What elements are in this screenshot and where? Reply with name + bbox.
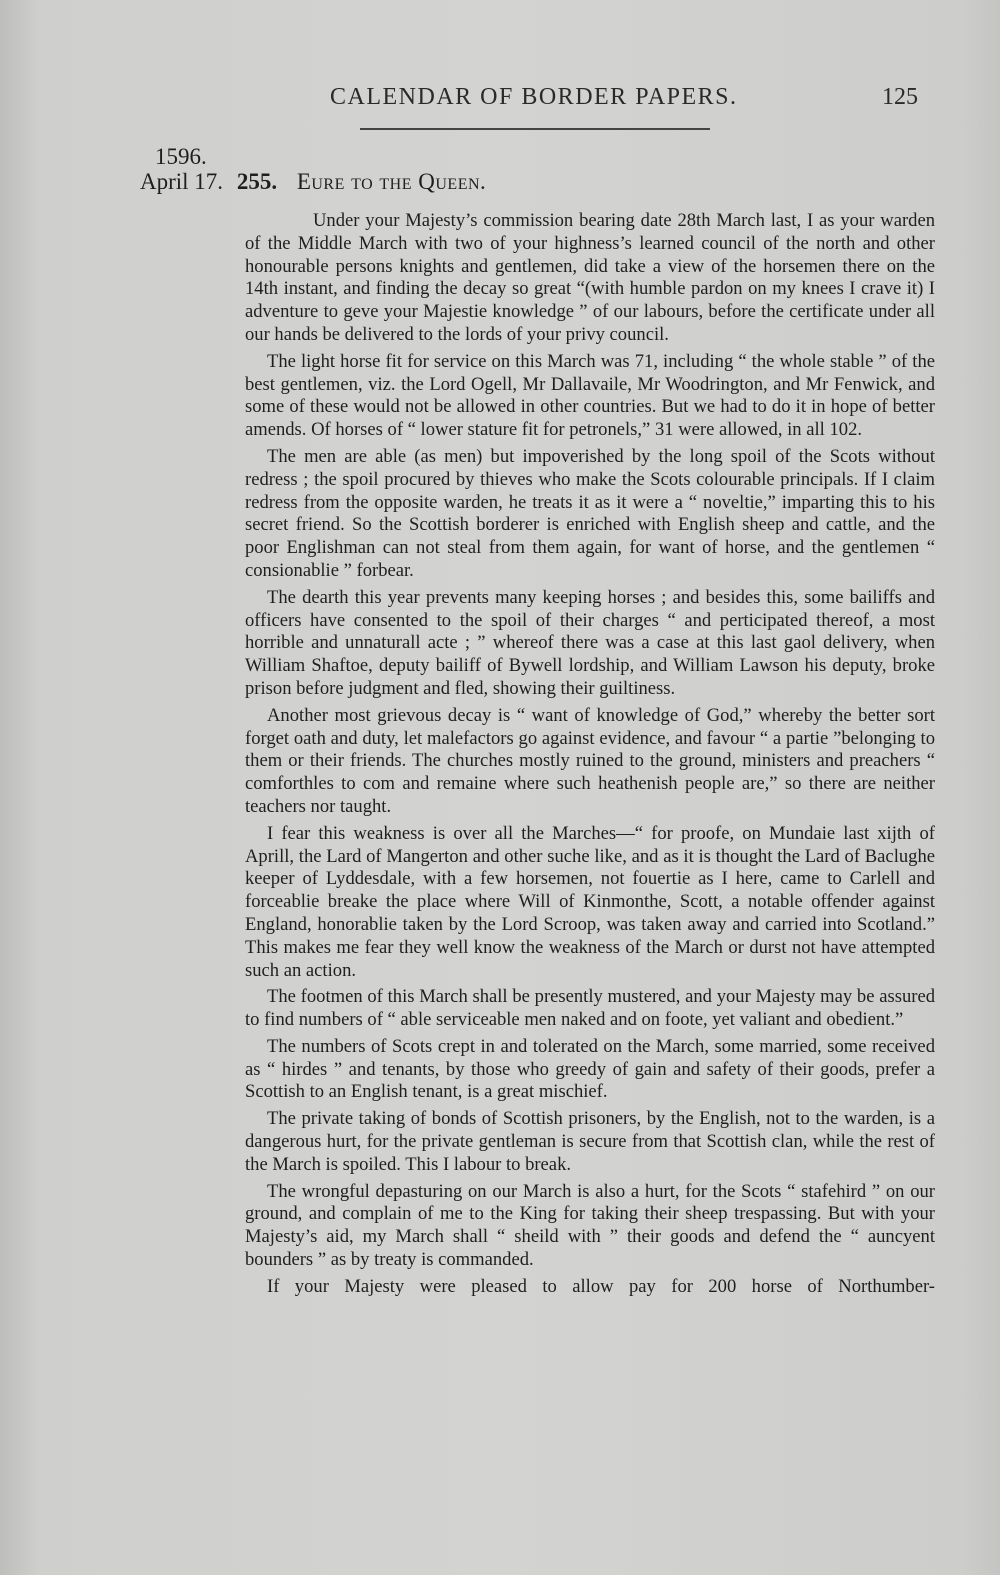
paragraph: The light horse fit for service on this March was 71, including “ the whole stable ” of the best gentlemen, viz. the Lord Ogell, Mr Dallavaile, Mr Woodrington, and Mr Fenwick, and some of these would not be allowed in other countries. But we had to do it in hope of better amends. Of horses of “ lower stature fit for petronels,” 31 were allowed, in all 102.	[245, 350, 935, 441]
paragraph: Under your Majesty’s commission bearing date 28th March last, I as your warden of the Middle March with two of your highness’s learned council of the north and other honourable persons knights and gentlemen, did take a view of the horsemen there on the 14th instant, and finding the decay so great “(with humble pardon on my knees I crave it) I adventure to geve your Majestie knowledge ” of our labours, before the certificate under all our hands be delivered to the lords of your privy council.	[245, 210, 935, 345]
entry-date-line	[140, 169, 486, 195]
paragraph: Another most grievous decay is “ want of knowledge of God,” whereby the better sort forget oath and duty, let malefactors go against evidence, and favour “ a partie ”belonging to them or their friends. The churches mostly ruined to the ground, ministers and preachers “ comforthles to com and remaine where such heathenish people are,” so there are neither teachers nor taught.	[245, 704, 935, 817]
paragraph: The wrongful depasturing on our March is also a hurt, for the Scots “ stafehird ” on our ground, and complain of me to the King for taking their sheep trespassing. But with your Majesty’s aid, my March shall “ sheild with ” their goods and defend the “ auncyent bounders ” as by treaty is commanded.	[245, 1180, 935, 1271]
paragraph: If your Majesty were pleased to allow pay for 200 horse of Northumber-	[267, 1275, 935, 1297]
letter-body	[245, 210, 935, 1303]
paragraph: The footmen of this March shall be presently mustered, and your Majesty may be assured to find numbers of “ able serviceable men naked and on foote, yet valiant and obedient.”	[245, 986, 935, 1031]
entry-heading: Eure to the Queen.	[296, 169, 487, 194]
paragraph: The numbers of Scots crept in and tolerated on the March, some married, some received as “ hirdes ” and tenants, by those who greedy of gain and safety of their goods, prefer a Scottish to an English tenant, is a great mischief.	[245, 1035, 935, 1103]
header-rule	[360, 128, 710, 130]
entry-year: 1596.	[155, 144, 207, 169]
paragraph: The men are able (as men) but impoverished by the long spoil of the Scots without redress ; the spoil procured by thieves who make the Scots colourable principals. If I claim redress from the opposite warden, he treats it as it were a “ noveltie,” imparting this to his secret friend. So the Scottish borderer is enriched with English sheep and cattle, and the poor Englishman can not steal from them again, for want of horse, and the gentlemen “ consionablie ” forbear.	[245, 445, 935, 581]
paragraph: The dearth this year prevents many keeping horses ; and besides this, some bailiffs and officers have consented to the spoil of their charges “ and perticipated thereof, a most horrible and unnaturall acte ; ” whereof there was a case at this last gaol delivery, when William Shaftoe, deputy bailiff of Bywell lordship, and William Lawson his deputy, broke prison before judgment and fled, showing their guiltiness.	[245, 586, 935, 699]
paragraph: I fear this weakness is over all the Marches—“ for proofe, on Mundaie last xijth of Aprill, the Lard of Mangerton and other suche like, and as it is thought the Lard of Baclughe keeper of Lyddesdale, with a few horsemen, not fouertie as I here, came to Carlell and forceablie breake the place where Will of Kinmonthe, Scott, a notable offender against England, honorablie taken by the Lord Scroop, was taken away and carried into Scotland.” This makes me fear they well know the weakness of the March or durst not have attempted such an action.	[245, 822, 935, 981]
entry-date: April 17.	[140, 169, 224, 194]
page-number: 125	[882, 84, 918, 110]
entry-number: 255.	[236, 169, 278, 194]
running-title: CALENDAR OF BORDER PAPERS.	[330, 84, 738, 110]
running-head	[0, 84, 1000, 114]
paragraph: The private taking of bonds of Scottish prisoners, by the English, not to the warden, is a dangerous hurt, for the private gentleman is secure from that Scottish clan, while the rest of the March is spoiled. This I labour to break.	[245, 1108, 935, 1175]
